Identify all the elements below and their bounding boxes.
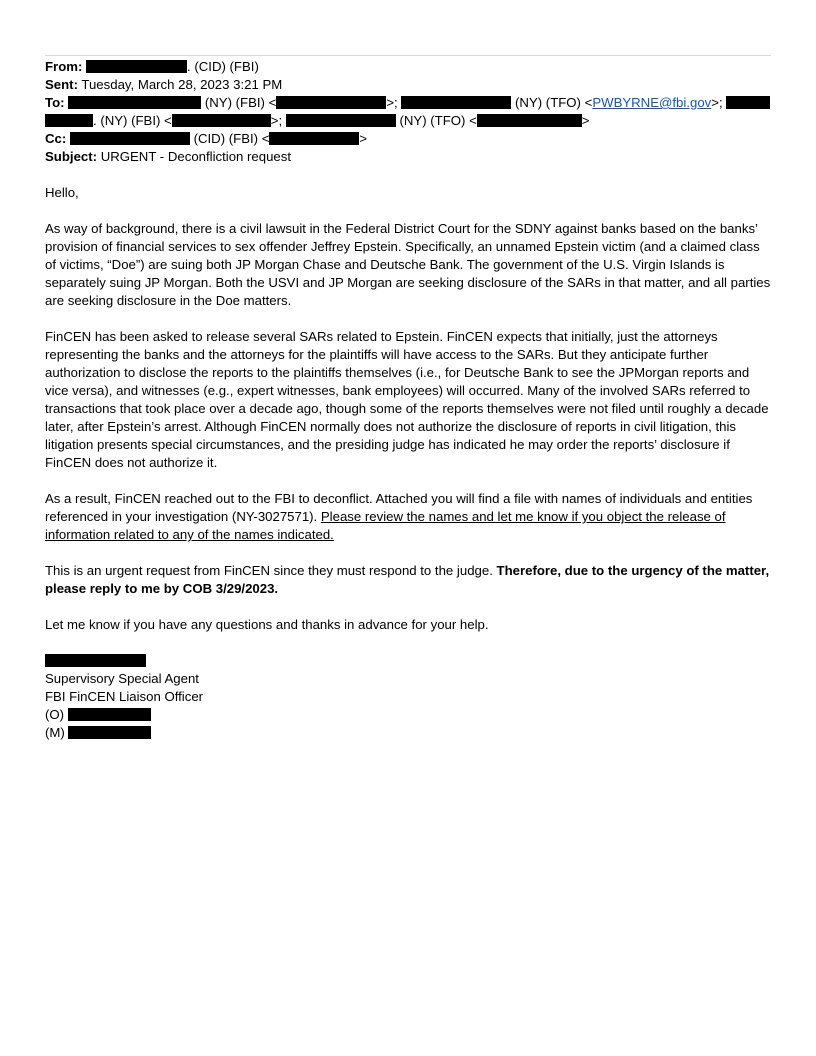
paragraph-request (45, 490, 772, 544)
redaction-block (276, 96, 386, 109)
redaction-block (269, 132, 359, 145)
redaction-block (70, 132, 190, 145)
subject-line (45, 148, 772, 166)
signature-role: FBI FinCEN Liaison Officer (45, 689, 204, 704)
redaction-block (726, 96, 770, 109)
greeting: Hello, (45, 185, 79, 200)
to-recipient-1-org: (NY) (FBI) < (204, 95, 277, 110)
sent-value: Tuesday, March 28, 2023 3:21 PM (81, 77, 283, 92)
signature-mobile (45, 724, 445, 742)
redaction-block (286, 114, 396, 127)
to-recipient-2-org: (NY) (TFO) < (515, 95, 593, 110)
from-line (45, 58, 772, 76)
urgent-text: This is an urgent request from FinCEN since they must respond to the judge. (45, 563, 497, 578)
urgent-deadline: Therefore, due to the urgency of the matter, please reply to me by COB 3/29/2023. (45, 563, 770, 596)
header-divider (45, 55, 771, 56)
email-link[interactable]: PWBYRNE@fbi.gov (592, 95, 712, 110)
paragraph-background: As way of background, there is a civil lawsuit in the Federal District Court for the SDNY against banks based on the banks’ provision of financial services to sex offender Jeffrey Epstein. Specifically, an unnamed Epstein victim (and a claimed class of victims, “Doe”) are suing both JP Morgan Chase and Deutsche Bank. The government of the U.S. Virgin Islands is separately suing JP Morgan. Both the USVI and JP Morgan are seeking disclosure of the SARs in that matter, and all parties are seeking disclosure in the Doe matters. (45, 221, 771, 308)
to-recipient-2-end: >; (711, 95, 723, 110)
to-recipient-3-org: . (NY) (FBI) < (93, 113, 172, 128)
to-recipient-4-end: > (581, 113, 590, 128)
cc-label: Cc: (45, 131, 67, 146)
cc-end: > (359, 131, 368, 146)
paragraph-urgent (45, 562, 772, 598)
to-recipient-3-end: >; (270, 113, 283, 128)
mobile-label: (M) (45, 725, 65, 740)
redaction-block (68, 708, 151, 721)
office-label: (O) (45, 707, 65, 722)
request-underlined: Please review the names and let me know if you object the release of information related to any of the names indicated. (45, 509, 726, 542)
email-body (45, 184, 772, 634)
closing-line: Let me know if you have any questions and thanks in advance for your help. (45, 617, 489, 632)
sent-label: Sent: (45, 77, 78, 92)
to-recipient-4-org: (NY) (TFO) < (399, 113, 477, 128)
to-line (45, 94, 772, 112)
to-line-continued (45, 112, 772, 130)
signature-office (45, 706, 445, 724)
subject-value: URGENT - Deconfliction request (100, 149, 292, 164)
signature-block (45, 652, 445, 742)
redaction-block (68, 726, 151, 739)
paragraph-fincen: FinCEN has been asked to release several SARs related to Epstein. FinCEN expects that initially, just the attorneys representing the banks and the attorneys for the plaintiffs will have access to the SARs. But they anticipate further authorization to disclose the reports to the plaintiffs themselves (i.e., for Deutsche Bank to see the JPMorgan reports and vice versa), and witnesses (e.g., expert witnesses, bank employees) will occurred. Many of the involved SARs referred to transactions that took place over a decade ago, though some of the reports themselves were not filed until roughly a decade later, after Epstein’s arrest. Although FinCEN normally does not authorize the disclosure of reports in civil litigation, this litigation presents special circumstances, and the presiding judge has indicated he may order the reports’ disclosure if FinCEN does not authorize it. (45, 329, 769, 470)
to-label: To: (45, 95, 65, 110)
subject-label: Subject: (45, 149, 98, 164)
redaction-block (477, 114, 582, 127)
to-recipient-1-end: >; (386, 95, 398, 110)
redaction-block (401, 96, 511, 109)
from-suffix: . (CID) (FBI) (187, 59, 259, 74)
redaction-block (86, 60, 187, 73)
from-label: From: (45, 59, 83, 74)
redaction-block (45, 654, 146, 667)
cc-line (45, 130, 772, 148)
redaction-block (172, 114, 271, 127)
sent-line (45, 76, 772, 94)
redaction-block (68, 96, 201, 109)
signature-title: Supervisory Special Agent (45, 671, 199, 686)
email-header (45, 58, 772, 166)
redaction-block (45, 114, 93, 127)
request-text: As a result, FinCEN reached out to the FBI to deconflict. Attached you will find a file with names of individuals and entities referenced in your investigation (NY-3027571). (45, 491, 753, 524)
cc-org: (CID) (FBI) < (193, 131, 270, 146)
